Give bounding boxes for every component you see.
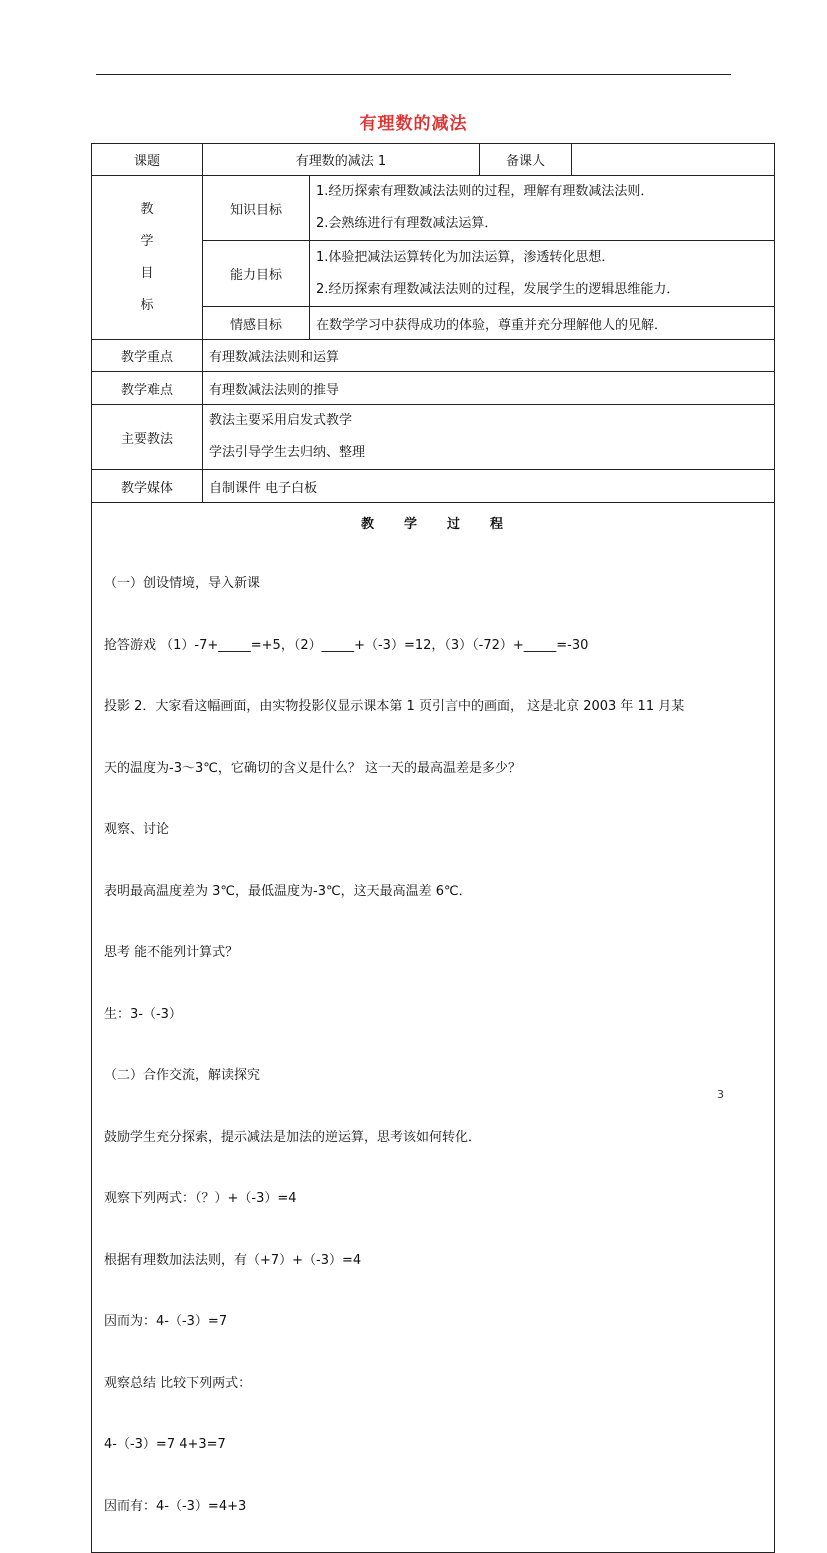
page-number: 3 [717, 1088, 724, 1101]
teaching-process [92, 503, 775, 1553]
media-text: 自制课件 电子白板 [203, 470, 775, 503]
process-line: 投影 2．大家看这幅画面，由实物投影仪显示课本第 1 页引言中的画面， 这是北京 2003 年 11 月某 [104, 699, 685, 714]
method-text: 教法主要采用启发式教学 学法引导学生去归纳、整理 [203, 405, 775, 470]
process-title: 教学过程 [360, 517, 533, 532]
process-line: 4-（-3）=7 4+3=7 [104, 1437, 226, 1452]
preparer-value [572, 144, 775, 176]
knowledge-goal-text: 1.经历探索有理数减法法则的过程，理解有理数减法法则． 2.会熟练进行有理数减法运算． [310, 176, 775, 241]
focus-text: 有理数减法法则和运算 [203, 340, 775, 372]
topic-value: 有理数的减法 1 [203, 144, 480, 176]
preparer-label: 备课人 [480, 144, 572, 176]
process-line: 观察、讨论 [104, 822, 170, 837]
document-title: 有理数的减法 [359, 114, 468, 134]
difficulty-text: 有理数减法法则的推导 [203, 372, 775, 405]
process-line: 鼓励学生充分探索，提示减法是加法的逆运算，思考该如何转化． [104, 1129, 482, 1145]
media-label: 教学媒体 [92, 470, 203, 503]
ability-goal-text: 1.体验把减法运算转化为加法运算，渗透转化思想． 2.经历探索有理数减法法则的过程，发展学生的逻辑思维能力． [310, 241, 775, 307]
ability-goal-label: 能力目标 [203, 241, 310, 307]
difficulty-label: 教学难点 [92, 372, 203, 405]
knowledge-goal-label: 知识目标 [203, 176, 310, 241]
process-line: 观察下列两式：（？）+（-3）=4 [104, 1191, 297, 1206]
emotion-goal-text: 在数学学习中获得成功的体验，尊重并充分理解他人的见解． [310, 307, 775, 340]
focus-row [92, 340, 775, 372]
process-line: 生：3-（-3） [104, 1006, 182, 1022]
topic-row [92, 144, 775, 176]
process-row [92, 503, 775, 1553]
emotion-goal-label: 情感目标 [203, 307, 310, 340]
process-line: 表明最高温度差为 3℃，最低温度为-3℃，这天最高温差 6℃． [104, 883, 472, 899]
process-line: 根据有理数加法法则，有（+7）+（-3）=4 [104, 1252, 362, 1268]
process-line: 因而有：4-（-3）=4+3 [104, 1498, 247, 1514]
method-label: 主要教法 [92, 405, 203, 470]
process-line: 思考 能不能列计算式？ [104, 945, 239, 960]
teaching-goals-label: 教 学 目 标 [92, 176, 203, 340]
process-line: 抢答游戏 （1）-7+_____=+5，（2）_____+（-3）=12，（3）（-72）+_____=-30 [104, 637, 589, 653]
process-line: 观察总结 比较下列两式： [104, 1375, 252, 1391]
difficulty-row [92, 372, 775, 405]
method-row [92, 405, 775, 470]
media-row [92, 470, 775, 503]
process-line: （二）合作交流，解读探究 [104, 1068, 261, 1083]
lesson-plan-table [91, 143, 775, 1553]
focus-label: 教学重点 [92, 340, 203, 372]
process-line: 天的温度为-3～3℃，它确切的含义是什么？ 这一天的最高温差是多少？ [104, 760, 521, 776]
process-line: （一）创设情境，导入新课 [104, 576, 261, 591]
knowledge-goal-row [92, 176, 775, 241]
process-body [92, 538, 774, 1552]
header-rule [96, 74, 731, 75]
topic-label: 课题 [92, 144, 203, 176]
process-line: 因而为：4-（-3）=7 [104, 1314, 228, 1329]
